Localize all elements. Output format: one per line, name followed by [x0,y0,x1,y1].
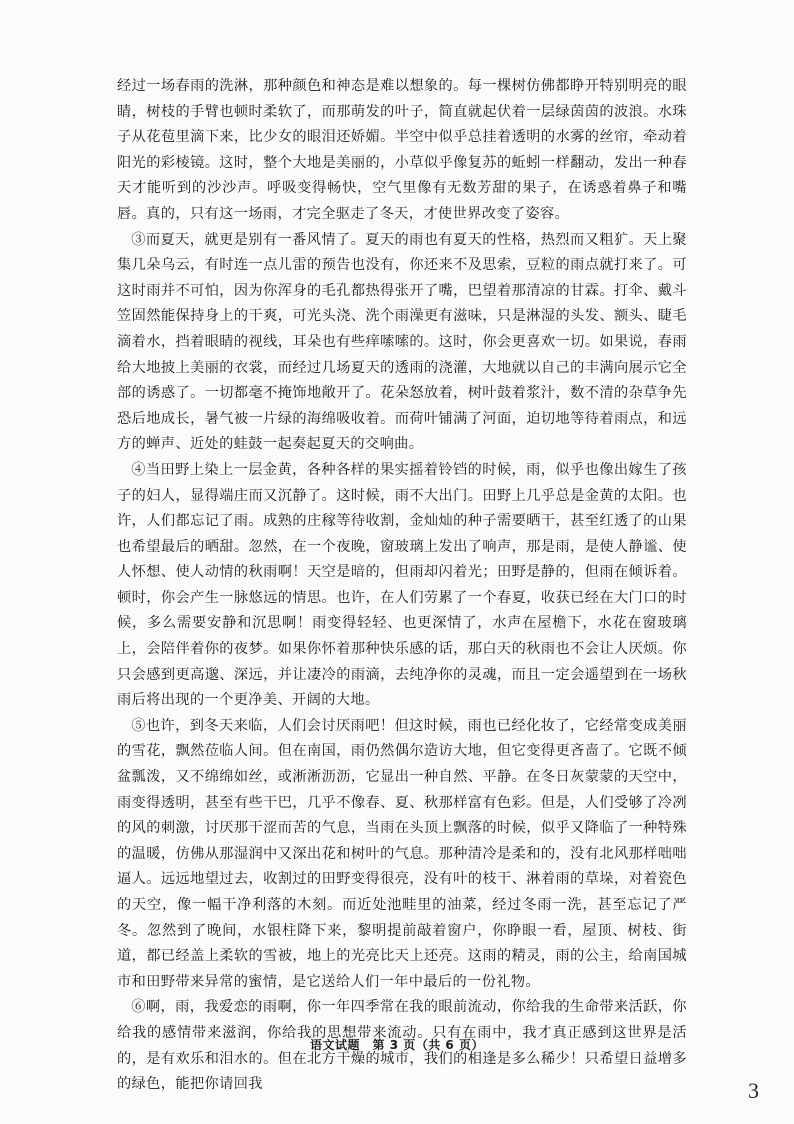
page-number: 3 [748,1078,759,1103]
paragraph-summer: ③而夏天，就更是别有一番风情了。夏天的雨也有夏天的性格，热烈而又粗犷。天上聚集几朵乌云，有时连一点儿雷的预告也没有，你还来不及思索，豆粒的雨点就打来了。可这时雨并不可怕，因为你浑身的毛孔都热得张开了嘴，巴望着那清凉的甘霖。打伞、戴斗笠固然能保持身上的干爽，可光头浇、洗个雨澡更有滋味，只是淋湿的头发、额头、睫毛滴着水，挡着眼睛的视线，耳朵也有些痒嗦嗦的。这时，你会更喜欢一切。如果说，春雨给大地披上美丽的衣裳，而经过几场夏天的透雨的浇灌，大地就以自己的丰满向展示它全部的诱惑了。一切都毫不掩饰地敞开了。花朵怒放着，树叶鼓着浆汁，数不清的杂草争先恐后地成长，暑气被一片绿的海绵吸收着。而荷叶铺满了河面，迫切地等待着雨点，和远方的蝉声、近处的蛙鼓一起奏起夏天的交响曲。 [117,231,687,453]
paragraph-autumn: ④当田野上染上一层金黄，各种各样的果实摇着铃铛的时候，雨，似乎也像出嫁生了孩子的妇人，显得端庄而又沉静了。这时候，雨不大出门。田野上几乎总是金黄的太阳。也许，人们都忘记了雨。成熟的庄稼等待收割，金灿灿的种子需要晒干，甚至红透了的山果也希望最后的晒甜。忽然，在一个夜晚，窗玻璃上发出了响声，那是雨，是使人静谧、使人怀想、使人动情的秋雨啊！天空是暗的，但雨却闪着光；田野是静的，但雨在倾诉着。顿时，你会产生一脉悠远的情思。也许，在人们劳累了一个春夏，收获已经在大门口的时候，多么需要安静和沉思啊！雨变得轻轻、也更深情了，水声在屋檐下，水花在窗玻璃上，会陪伴着你的夜梦。如果你怀着那种快乐感的话，那白天的秋雨也不会让人厌烦。你只会感到更高邈、深远，并让凄冷的雨滴，去纯净你的灵魂，而且一定会遥望到在一场秋雨后将出现的一个更净美、开阔的大地。 [117,461,687,709]
article-body [117,74,687,1098]
page-footer: 语文试题 第 3 页（共 6 页） [310,1038,484,1052]
paragraph-closing: ⑥啊，雨，我爱恋的雨啊，你一年四季常在我的眼前流动，你给我的生命带来活跃，你给我的感情带来滋润，你给我的思想带来流动。只有在雨中，我才真正感到这世界是活的，是有欢乐和泪水的。但在北方干燥的城市，我们的相逢是多么稀少！只希望日益增多的绿色，能把你请回我 [117,999,687,1093]
paragraph-winter: ⑤也许，到冬天来临，人们会讨厌雨吧！但这时候，雨也已经化妆了，它经常变成美丽的雪花，飘然莅临人间。但在南国，雨仍然偶尔造访大地，但它变得更吝啬了。它既不倾盆瓢泼，又不绵绵如丝，或淅淅沥沥，它显出一种自然、平静。在冬日灰蒙蒙的天空中，雨变得透明，甚至有些干巴，几乎不像春、夏、秋那样富有色彩。但是，人们受够了冷冽的风的刺激，讨厌那干涩而苦的气息，当雨在头顶上飘落的时候，似乎又降临了一种特殊的温暖，仿佛从那湿润中又深出花和树叶的气息。那种清冷是柔和的，没有北风那样咄咄逼人。远远地望过去，收割过的田野变得很亮，没有叶的枝干、淋着雨的草垛，对着瓷色的天空，像一幅干净利落的木刻。而近处池畦里的油菜，经过冬雨一洗，甚至忘记了严冬。忽然到了晚间，水银柱降下来，黎明提前敲着窗户，你睁眼一看，屋顶、树枝、街道，都已经盖上柔软的雪被，地上的光亮比天上还亮。这雨的精灵，雨的公主，给南国城市和田野带来异常的蜜情，是它送给人们一年中最后的一份礼物。 [117,717,687,990]
paragraph-spring-continued: 经过一场春雨的洗淋，那种颜色和神态是难以想象的。每一棵树仿佛都睁开特别明亮的眼睛，树枝的手臂也顿时柔软了，而那萌发的叶子，简直就起伏着一层绿茵茵的波浪。水珠子从花苞里滴下来，比少女的眼泪还娇媚。半空中似乎总挂着透明的水雾的丝帘，牵动着阳光的彩棱镜。这时，整个大地是美丽的，小草似乎像复苏的蚯蚓一样翻动，发出一种春天才能听到的沙沙声。呼吸变得畅快，空气里像有无数芳甜的果子，在诱惑着鼻子和嘴唇。真的，只有这一场雨，才完全驱走了冬天，才使世界改变了姿容。 [117,78,687,222]
